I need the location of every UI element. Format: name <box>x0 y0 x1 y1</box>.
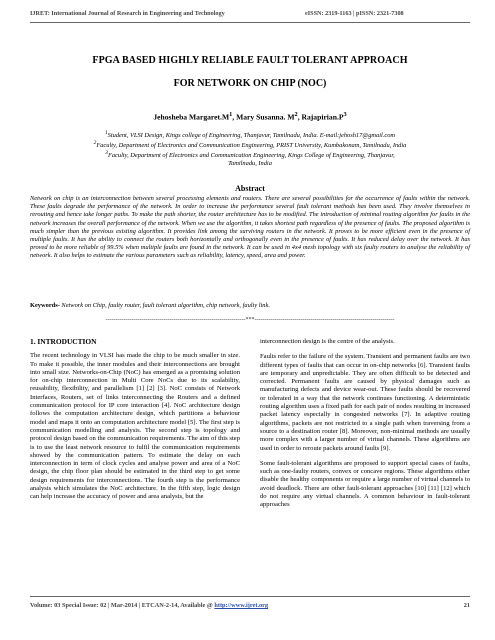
paragraph: Faults refer to the failure of the system. Transient and permanent faults are two different types of faults that can occur in on-chip networks [6]. Transient faults are temporary and unpredictable. They are often difficult to be detected and corrected. Permanent faults are caused by physical damages such as manufacturing defects and device wear-out. These faults should be recovered or tolerated in a way that the network continues functioning. A deterministic routing algorithm uses a fixed path for each pair of nodes resulting in increased packet latency especially in congested networks [7]. In adaptive routing algorithms, packets are not restricted to a single path when traversing from a source to a destination router [8]. Moreover, non-minimal methods are usually more complex with a larger number of virtual channels. These algorithms are used in order to reroute packets around faults [9]. <box>260 353 470 452</box>
affiliation-3-cont: Tamilnadu, India <box>228 160 272 167</box>
paper-title-line2: FOR NETWORK ON CHIP (NOC) <box>173 78 327 89</box>
abstract-heading: Abstract <box>235 184 265 193</box>
journal-link[interactable]: http://www.ijret.org <box>214 602 269 609</box>
section-heading-introduction: 1. INTRODUCTION <box>30 337 97 346</box>
author-3-sup: 3 <box>343 111 347 118</box>
paragraph: interconnection design is the centre of the analysis. <box>260 338 395 345</box>
footer-rule <box>30 596 470 597</box>
affiliation-3-text: Faculty, Department of Electronics and Communication Engineering, Kings College of Engineering, Thanjavur, <box>107 152 395 160</box>
paper-title-line1: FPGA BASED HIGHLY RELIABLE FAULT TOLERANT APPROACH <box>92 55 408 66</box>
section-separator: ----------------------------------------------------------------------***---------------------------------------------------------------------- <box>105 317 395 323</box>
author-2: Mary Susanna. M <box>236 112 295 122</box>
affiliation-1: $^1$Student, VLSI Design, Kings college of Engineering, Thanjavur, Tamilnadu, India. E-mail:jehosh17@gmail.com <box>104 130 395 140</box>
running-header <box>30 10 470 17</box>
keywords-label: Keywords- <box>30 302 60 309</box>
affiliation-2-text: Faculty, Department of Electronics and Communication Engineering, PRIST University, Kumbakonam, Tamilnadu, India <box>96 142 407 150</box>
abstract-text: Network on chip is an interconnection between several processing elements and routers. There are several possibilities for the occurrence of faults within the network. These faults degrade the performance of the network. In order to increase the performance several fault tolerant methods has been used. They involve themselves in rerouting and hence take longer paths. To make the path shorter, the router architecture has to be modified. The introduction of minimal routing algorithm for faults in the network increases the overall performance of the network. When we use the algorithm, it takes shortest path regardless of the presence of faults. The proposed algorithm is much simpler than the previous existing algorithm. It provides link among the surviving routers in the network. It proves to be more efficient even in the presence of multiple faults. It has the ability to connect the routers both horizontally and orthogonally even in the presence of faults. It has reduced delay over the network. It has proved to be more reliable of 99.5% when multiple faults are found in the network. It can be used in 4x4 mesh topology with six faulty routers to analyse the reliability of network. It also helps to estimate the various parameters such as reliability, latency, speed, area and power. <box>30 195 470 260</box>
journal-name: IJRET: International Journal of Research in Engineering and Technology <box>30 10 225 17</box>
paragraph: Some fault-tolerant algorithms are proposed to support special cases of faults, such as one-faulty routers, convex or concave regions. These algorithms either disable the healthy components or require a large number of virtual channels to avoid deadlock. There are other fault-tolerant approaches [10] [11] [12] which do not require any virtual channels. A common behaviour in fault-tolerant approaches <box>260 459 470 509</box>
issn-info: eISSN: 2319-1163 | pISSN: 2321-7308 <box>305 10 404 17</box>
page-footer <box>30 602 470 609</box>
author-2-sup: 2 <box>294 111 298 118</box>
author-1: Jehosheba Margaret.M <box>153 112 230 122</box>
author-list: Jehosheba $Margaret.M^1$, Mary Susanna. $M^2$, $Rajapirian.P^3$ <box>153 111 347 122</box>
page-number: 21 <box>463 602 470 609</box>
author-3: Rajapirian.P <box>301 112 344 122</box>
footer-volume: Volume: 03 Special Issue: 02 | Mar-2014 | ETCAN-2-14, Available @ <box>30 602 215 609</box>
author-1-sup: 1 <box>229 111 233 118</box>
left-column <box>30 338 240 502</box>
header-rule <box>30 22 470 23</box>
keywords <box>30 302 470 309</box>
right-column <box>260 338 470 510</box>
affiliation-1-text: Student, VLSI Design, Kings college of Engineering, Thanjavur, Tamilnadu, India. E-mail:jehosh17@gmail.com <box>107 132 395 140</box>
paragraph: The recent technology in VLSI has made the chip to be much smaller in size. To make it possible, the inner modules and their interconnections are brought into small size. Networks-on-Chip (NoC) has emerged as a promising solution for on-chip interconnection in Multi Core NoCs due to its scalability, reusability, flexibility, and parallelism [1] [2] [3]. NoC consists of Network Interfaces, Routers, set of links interconnecting the Routers and a defined communication protocol for IP core interaction [4]. NoC architecture design follows the computation architecture design, which partitions a behaviour model and maps it onto an computation architecture model [5]. The first step is communication modelling and analysis. The second step is topology and protocol design based on the communication requirements. The aim of this step is to use the least network resource to fulfil the communication requirements showed by the communication pattern. To estimate the delay on each interconnection in term of clock cycles and analyse power and area of a NoC design, the chip floor plan should be estimated in the third step to get some design requirements for interconnections. The fourth step is the performance analysis which simulates the NoC architecture. In the fifth step, logic design can help increase the accuracy of power and area analysis, but the <box>30 352 240 501</box>
affiliation-2: $^2$Faculty, Department of Electronics and Communication Engineering, PRIST University, Kumbakonam, Tamilnadu, India <box>93 140 407 150</box>
affiliation-3: $^3$Faculty, Department of Electronics and Communication Engineering, Kings College of Engineering, Thanjavur, <box>105 150 395 160</box>
keywords-text: Network on Chip, faulty router, fault tolerant algorithm, chip network, faulty link. <box>59 302 270 309</box>
